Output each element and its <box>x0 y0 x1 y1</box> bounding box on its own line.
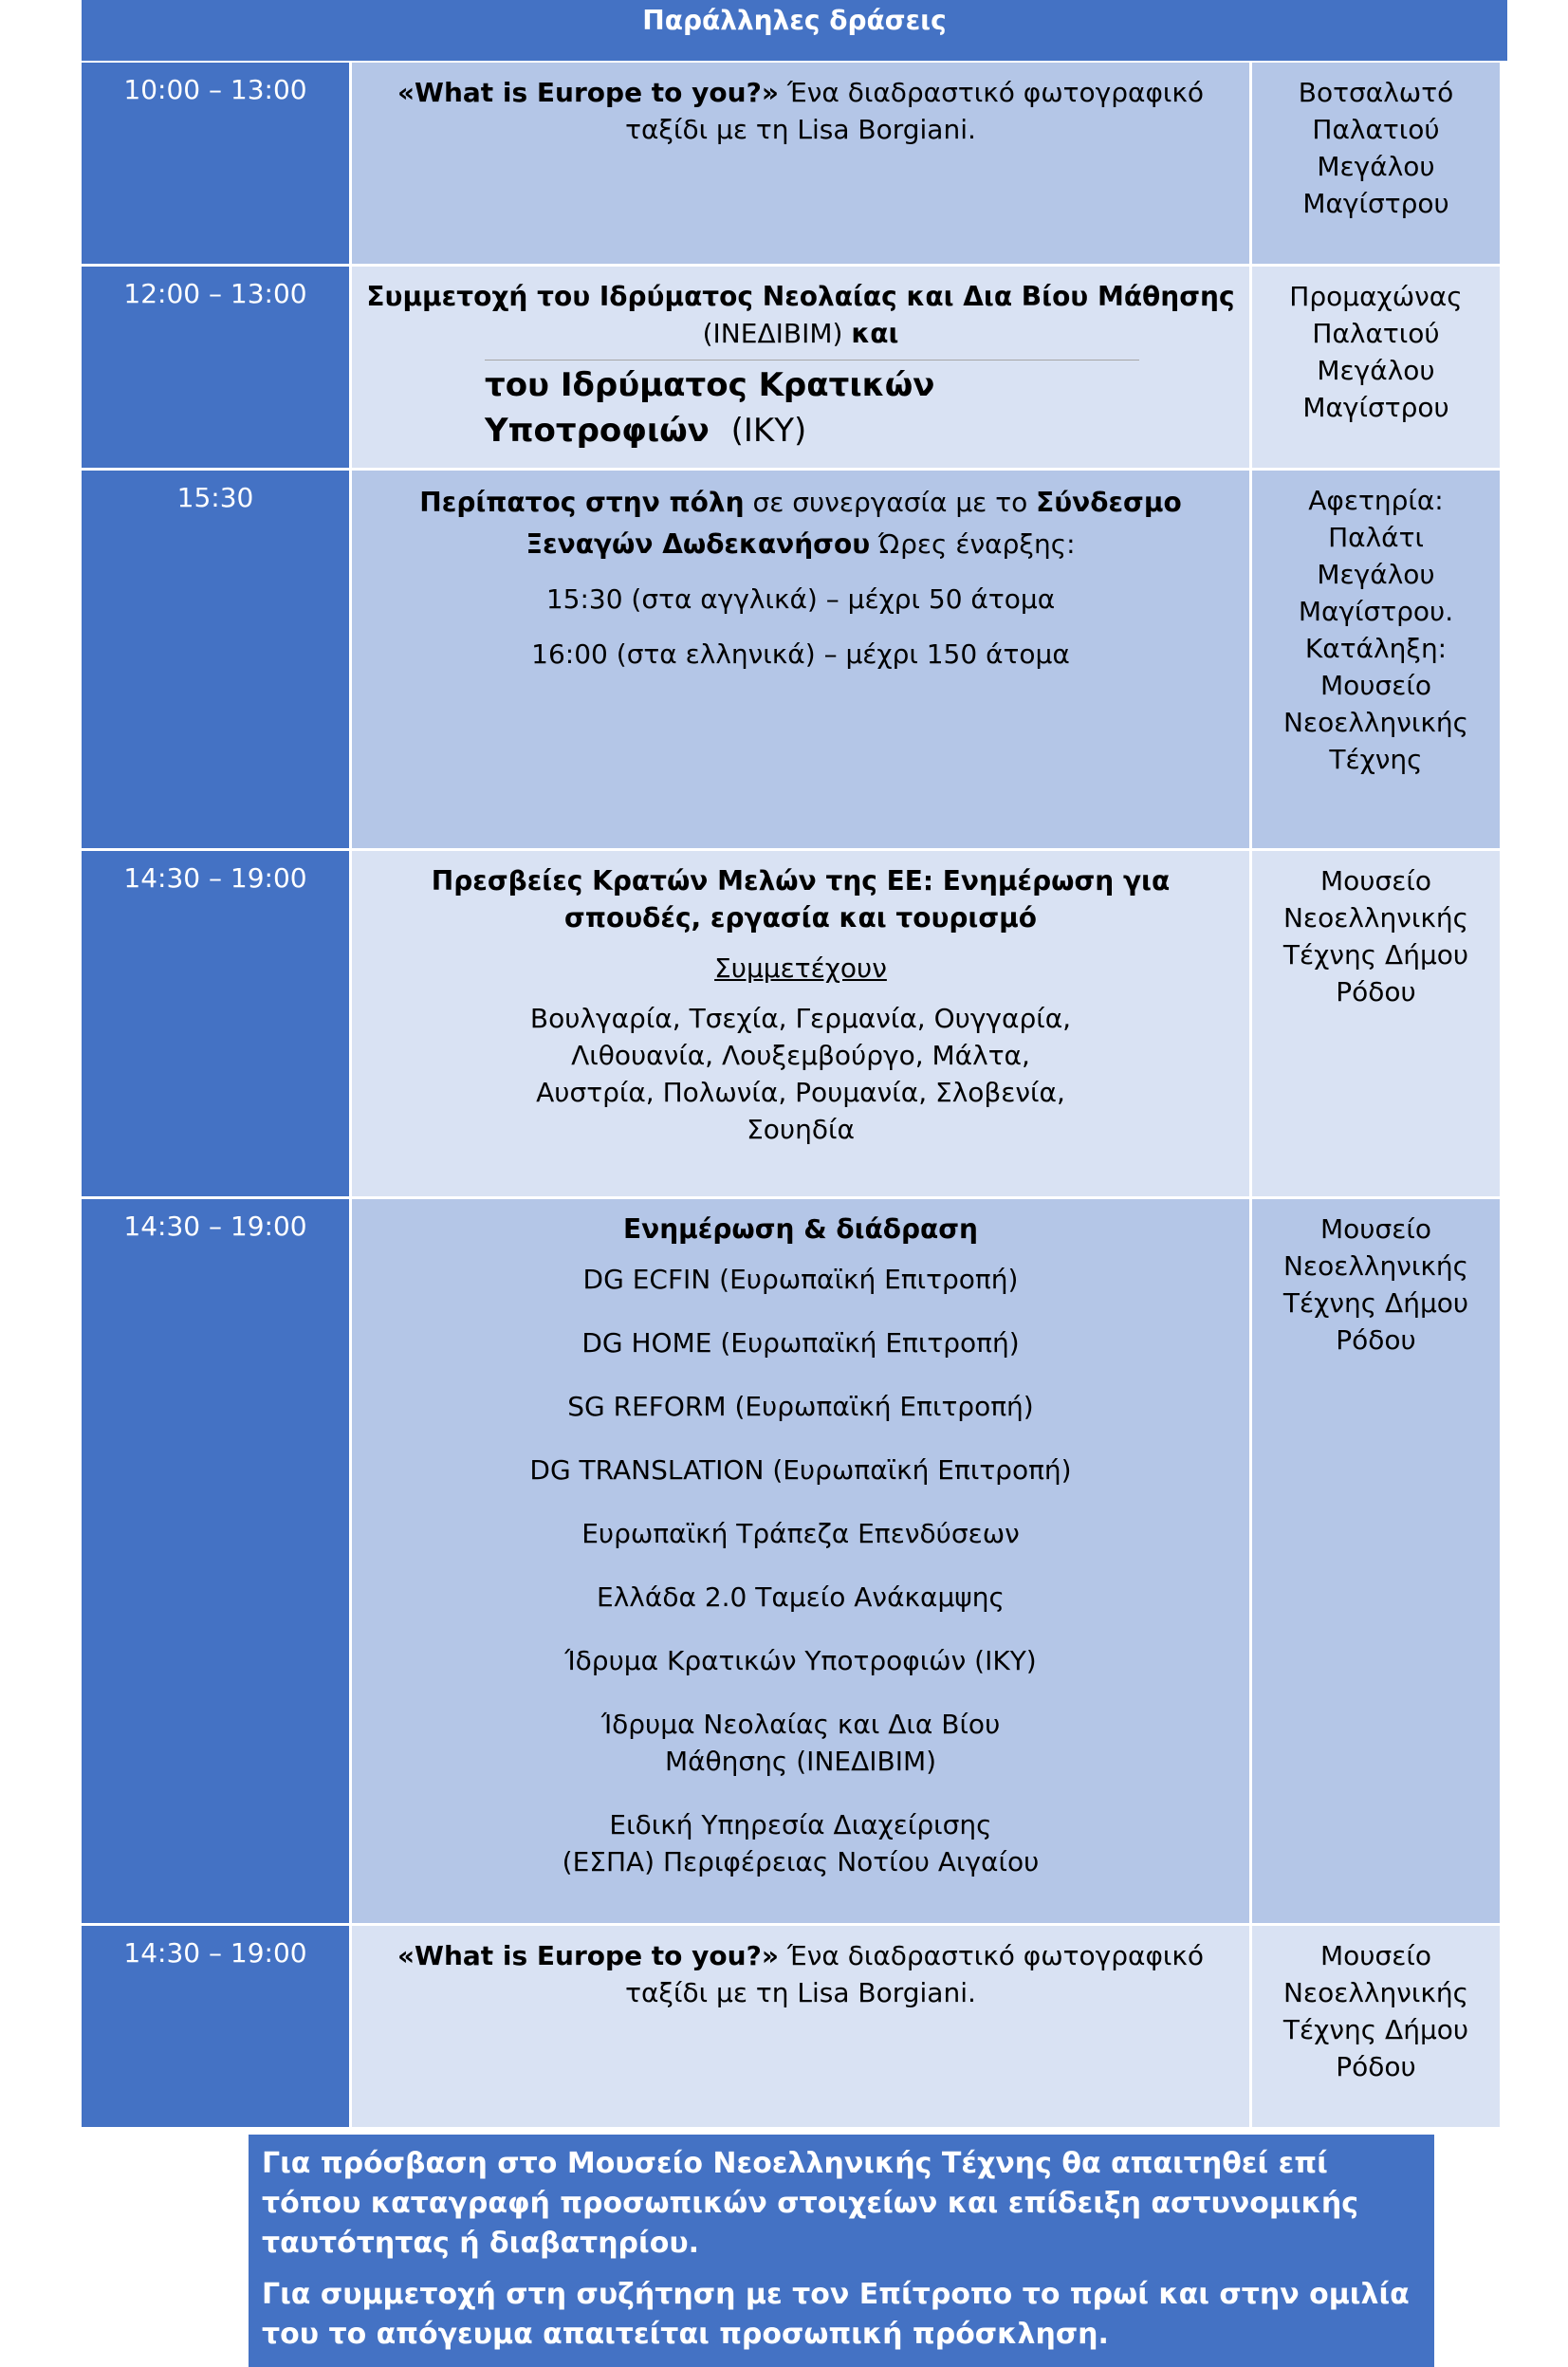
row-description <box>349 471 1252 848</box>
notice-id-requirement: Για πρόσβαση στο Μουσείο Νεοελληνικής Τέχνης θα απαιτηθεί επί τόπου καταγραφή προσωπικών στοιχείων και επίδειξη αστυνομικής ταυτότητας ή διαβατηρίου. <box>262 2147 1359 2260</box>
row-location: Μουσείο Νεοελληνικής Τέχνης Δήμου Ρόδου <box>1252 851 1500 1196</box>
activity-text: σε συνεργασία με το <box>744 487 1037 518</box>
row-location: Βοτσαλωτό Παλατιού Μεγάλου Μαγίστρου <box>1252 63 1500 264</box>
row-time: 14:30 – 19:00 <box>82 851 349 1196</box>
start-times-label: Ώρες έναρξης: <box>870 528 1076 560</box>
activity-title: Ενημέρωση & διάδραση <box>623 1213 978 1245</box>
activity-text: Ένα διαδραστικό φωτογραφικό ταξίδι με τη Lisa Borgiani. <box>625 77 1205 145</box>
schedule-row <box>82 851 1500 1196</box>
list-item: Ελλάδα 2.0 Ταμείο Ανάκαμψης <box>597 1581 1005 1613</box>
activity-title: Συμμετοχή του Ιδρύματος Νεολαίας και Δια Βίου Μάθησης <box>366 281 1235 312</box>
activity-text: Ένα διαδραστικό φωτογραφικό ταξίδι με τη Lisa Borgiani. <box>625 1940 1205 2008</box>
organization-acronym: (ΙΚΥ) <box>730 412 807 450</box>
row-description <box>349 267 1252 468</box>
schedule-row <box>82 1926 1500 2127</box>
access-notice <box>249 2135 1434 2367</box>
row-time: 14:30 – 19:00 <box>82 1199 349 1923</box>
tour-slot: 16:00 (στα ελληνικά) – μέχρι 150 άτομα <box>531 638 1070 670</box>
conjunction: και <box>851 318 899 349</box>
list-item: DG ECFIN (Ευρωπαϊκή Επιτροπή) <box>582 1264 1019 1295</box>
tour-slot: 15:30 (στα αγγλικά) – μέχρι 50 άτομα <box>545 583 1056 615</box>
row-description <box>349 851 1252 1196</box>
list-item: Ίδρυμα Νεολαίας και Δια Βίου Μάθησης (ΙΝΕΔΙΒΙΜ) <box>600 1709 1001 1777</box>
schedule-row <box>82 63 1500 264</box>
row-description <box>349 63 1252 264</box>
list-item: Ίδρυμα Κρατικών Υποτροφιών (ΙΚΥ) <box>564 1645 1037 1676</box>
list-item: Ευρωπαϊκή Τράπεζα Επενδύσεων <box>581 1518 1020 1549</box>
activity-title: Περίπατος στην πόλη <box>419 487 745 518</box>
schedule-row <box>82 267 1500 468</box>
activity-title: Πρεσβείες Κρατών Μελών της ΕΕ: Ενημέρωση για σπουδές, εργασία και τουρισμό <box>431 865 1171 934</box>
row-location: Μουσείο Νεοελληνικής Τέχνης Δήμου Ρόδου <box>1252 1926 1500 2127</box>
list-item: SG REFORM (Ευρωπαϊκή Επιτροπή) <box>567 1391 1034 1422</box>
row-location: Μουσείο Νεοελληνικής Τέχνης Δήμου Ρόδου <box>1252 1199 1500 1923</box>
list-item: DG HOME (Ευρωπαϊκή Επιτροπή) <box>581 1327 1020 1359</box>
activity-title: «What is Europe to you?» <box>397 77 779 108</box>
activity-title-secondary: του Ιδρύματος Κρατικών Υποτροφιών <box>485 366 935 450</box>
partner-name: Σύνδεσμο Ξεναγών Δωδεκανήσου <box>526 487 1182 560</box>
schedule-row <box>82 471 1500 848</box>
row-location: Προμαχώνας Παλατιού Μεγάλου Μαγίστρου <box>1252 267 1500 468</box>
notice-invitation-requirement: Για συμμετοχή στη συζήτηση με τον Επίτροπο το πρωί και στην ομιλία του το απόγευμα απαιτείται προσωπική πρόσκληση. <box>262 2278 1410 2351</box>
row-location: Αφετηρία: Παλάτι Μεγάλου Μαγίστρου. Κατάληξη: Μουσείο Νεοελληνικής Τέχνης <box>1252 471 1500 848</box>
participants-list: Βουλγαρία, Τσεχία, Γερμανία, Ουγγαρία, Λιθουανία, Λουξεμβούργο, Μάλτα, Αυστρία, Πολωνία, Ρουμανία, Σλοβενία, Σουηδία <box>529 1003 1072 1145</box>
section-header <box>82 0 1507 61</box>
row-description <box>349 1926 1252 2127</box>
section-title: Παράλληλες δράσεις <box>642 5 947 36</box>
iky-participation <box>485 360 1139 453</box>
activity-title: «What is Europe to you?» <box>397 1940 779 1971</box>
list-item: DG TRANSLATION (Ευρωπαϊκή Επιτροπή) <box>529 1454 1072 1486</box>
participants-label: Συμμετέχουν <box>714 952 887 984</box>
row-time: 15:30 <box>82 471 349 848</box>
row-description <box>349 1199 1252 1923</box>
list-item: Ειδική Υπηρεσία Διαχείρισης (ΕΣΠΑ) Περιφέρειας Νοτίου Αιγαίου <box>562 1809 1040 1877</box>
row-time: 10:00 – 13:00 <box>82 63 349 264</box>
row-time: 14:30 – 19:00 <box>82 1926 349 2127</box>
schedule-row <box>82 1199 1500 1923</box>
organization-acronym: (ΙΝΕΔΙΒΙΜ) <box>702 318 843 349</box>
row-time: 12:00 – 13:00 <box>82 267 349 468</box>
